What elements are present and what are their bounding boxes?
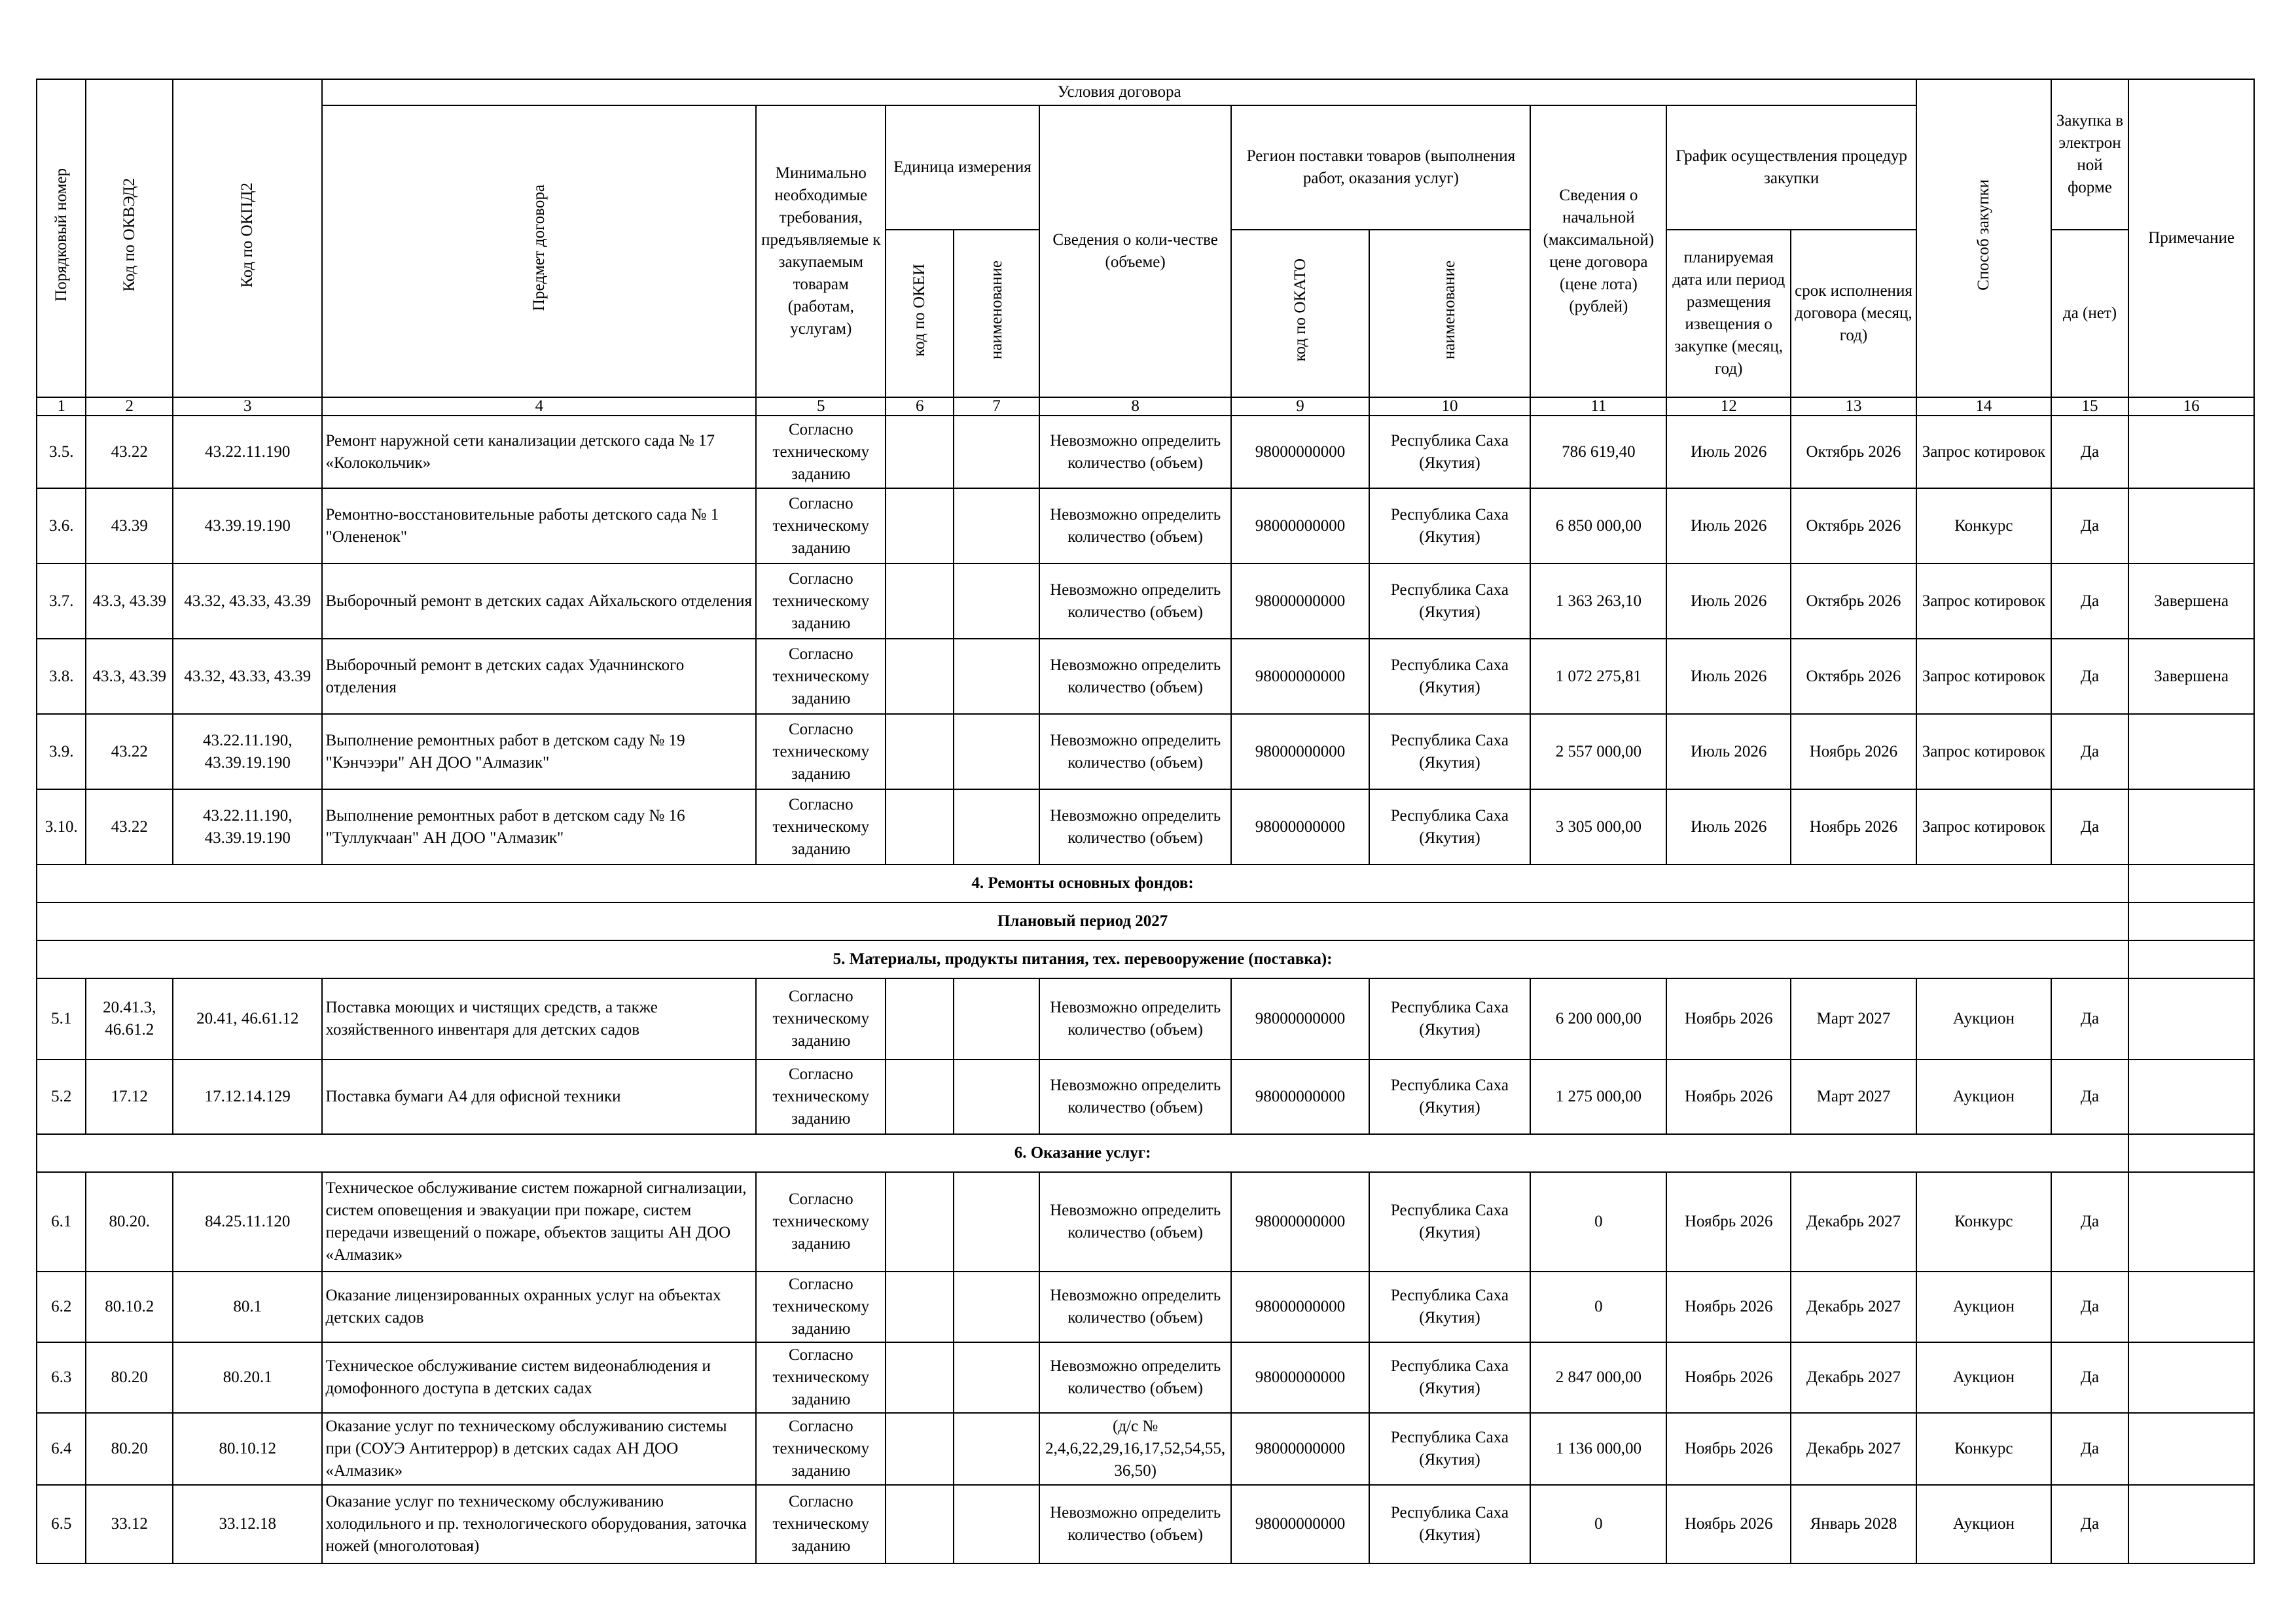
electronic-form: Да	[2051, 488, 2128, 563]
okved-code: 80.20	[86, 1413, 173, 1485]
row-number: 6.2	[37, 1272, 86, 1342]
okato-code: 98000000000	[1231, 1342, 1369, 1413]
okato-code: 98000000000	[1231, 563, 1369, 639]
planned-date: Ноябрь 2026	[1666, 1413, 1791, 1485]
execution-term: Март 2027	[1791, 978, 1916, 1060]
table-row	[37, 563, 2254, 639]
procurement-method: Аукцион	[1916, 978, 2051, 1060]
procurement-method: Аукцион	[1916, 1060, 2051, 1134]
unit-name	[954, 714, 1039, 789]
col-num: 6	[886, 397, 954, 416]
okved-code: 17.12	[86, 1060, 173, 1134]
contract-subject: Техническое обслуживание систем пожарной сигнализации, систем оповещения и эвакуации при пожаре, систем передачи извещений о пожаре, объектов защиты АН ДОО «Алмазик»	[322, 1172, 756, 1272]
okpd-code: 43.32, 43.33, 43.39	[173, 563, 322, 639]
electronic-form: Да	[2051, 639, 2128, 714]
contract-subject: Ремонт наружной сети канализации детского сада № 17 «Колокольчик»	[322, 416, 756, 488]
electronic-form: Да	[2051, 1272, 2128, 1342]
col-num: 7	[954, 397, 1039, 416]
header-okato: код по ОКАТО	[1231, 230, 1369, 397]
planned-date: Ноябрь 2026	[1666, 978, 1791, 1060]
header-method: Способ закупки	[1916, 79, 2051, 397]
row-number: 3.5.	[37, 416, 86, 488]
header-region: Регион поставки товаров (выполнения работ, оказания услуг)	[1231, 105, 1530, 230]
procurement-method: Запрос котировок	[1916, 563, 2051, 639]
contract-subject: Поставка моющих и чистящих средств, а также хозяйственного инвентаря для детских садов	[322, 978, 756, 1060]
requirements: Согласно техническому заданию	[756, 1272, 886, 1342]
okato-code: 98000000000	[1231, 488, 1369, 563]
okved-code: 20.41.3, 46.61.2	[86, 978, 173, 1060]
contract-subject: Оказание услуг по техническому обслуживанию системы при (СОУЭ Антитеррор) в детских садах АН ДОО «Алмазик»	[322, 1413, 756, 1485]
header-unit: Единица измерения	[886, 105, 1039, 230]
procurement-method: Аукцион	[1916, 1342, 2051, 1413]
section-title: 6. Оказание услуг:	[37, 1134, 2128, 1172]
row-number: 6.3	[37, 1342, 86, 1413]
okato-code: 98000000000	[1231, 1060, 1369, 1134]
execution-term: Ноябрь 2026	[1791, 714, 1916, 789]
note: Завершена	[2128, 563, 2254, 639]
electronic-form: Да	[2051, 416, 2128, 488]
contract-subject: Выборочный ремонт в детских садах Удачнинского отделения	[322, 639, 756, 714]
okpd-code: 80.10.12	[173, 1413, 322, 1485]
table-row	[37, 1342, 2254, 1413]
okpd-code: 80.20.1	[173, 1342, 322, 1413]
header-okved2: Код по ОКВЭД2	[86, 79, 173, 397]
region-name: Республика Саха (Якутия)	[1369, 563, 1531, 639]
header-unit-name: наименование	[954, 230, 1039, 397]
requirements: Согласно техническому заданию	[756, 1172, 886, 1272]
planned-date: Ноябрь 2026	[1666, 1485, 1791, 1563]
execution-term: Декабрь 2027	[1791, 1342, 1916, 1413]
row-number: 3.6.	[37, 488, 86, 563]
electronic-form: Да	[2051, 1060, 2128, 1134]
section-title: Плановый период 2027	[37, 902, 2128, 940]
procurement-method: Конкурс	[1916, 488, 2051, 563]
col-num: 15	[2051, 397, 2128, 416]
region-name: Республика Саха (Якутия)	[1369, 1413, 1531, 1485]
contract-subject: Поставка бумаги А4 для офисной техники	[322, 1060, 756, 1134]
header-subject: Предмет договора	[322, 105, 756, 397]
okei-code	[886, 1342, 954, 1413]
contract-subject: Выполнение ремонтных работ в детском саду № 19 "Кэнчээри" АН ДОО "Алмазик"	[322, 714, 756, 789]
execution-term: Декабрь 2027	[1791, 1272, 1916, 1342]
quantity: Невозможно определить количество (объем)	[1039, 1485, 1232, 1563]
planned-date: Июль 2026	[1666, 789, 1791, 865]
planned-date: Ноябрь 2026	[1666, 1272, 1791, 1342]
okato-code: 98000000000	[1231, 978, 1369, 1060]
quantity: Невозможно определить количество (объем)	[1039, 488, 1232, 563]
okei-code	[886, 714, 954, 789]
header-region-name: наименование	[1369, 230, 1531, 397]
okei-code	[886, 1172, 954, 1272]
region-name: Республика Саха (Якутия)	[1369, 1485, 1531, 1563]
procurement-method: Запрос котировок	[1916, 639, 2051, 714]
requirements: Согласно техническому заданию	[756, 639, 886, 714]
initial-price: 0	[1530, 1172, 1666, 1272]
initial-price: 1 136 000,00	[1530, 1413, 1666, 1485]
okei-code	[886, 488, 954, 563]
note	[2128, 978, 2254, 1060]
okved-code: 43.39	[86, 488, 173, 563]
section-title: 4. Ремонты основных фондов:	[37, 865, 2128, 902]
row-number: 3.9.	[37, 714, 86, 789]
okpd-code: 43.22.11.190, 43.39.19.190	[173, 789, 322, 865]
okved-code: 43.3, 43.39	[86, 639, 173, 714]
note	[2128, 488, 2254, 563]
initial-price: 786 619,40	[1530, 416, 1666, 488]
table-row	[37, 978, 2254, 1060]
planned-date: Ноябрь 2026	[1666, 1342, 1791, 1413]
okato-code: 98000000000	[1231, 1172, 1369, 1272]
procurement-method: Запрос котировок	[1916, 714, 2051, 789]
region-name: Республика Саха (Якутия)	[1369, 416, 1531, 488]
unit-name	[954, 789, 1039, 865]
col-num: 3	[173, 397, 322, 416]
quantity: Невозможно определить количество (объем)	[1039, 1172, 1232, 1272]
electronic-form: Да	[2051, 789, 2128, 865]
row-number: 5.2	[37, 1060, 86, 1134]
unit-name	[954, 1342, 1039, 1413]
planned-date: Июль 2026	[1666, 563, 1791, 639]
header-planned-date: планируемая дата или период размещения извещения о закупке (месяц, год)	[1666, 230, 1791, 397]
quantity: Невозможно определить количество (объем)	[1039, 1272, 1232, 1342]
okved-code: 43.22	[86, 714, 173, 789]
okei-code	[886, 1413, 954, 1485]
planned-date: Ноябрь 2026	[1666, 1172, 1791, 1272]
okato-code: 98000000000	[1231, 1413, 1369, 1485]
procurement-method: Аукцион	[1916, 1272, 2051, 1342]
col-num: 9	[1231, 397, 1369, 416]
requirements: Согласно техническому заданию	[756, 488, 886, 563]
header-okei: код по ОКЕИ	[886, 230, 954, 397]
execution-term: Ноябрь 2026	[1791, 789, 1916, 865]
note	[2128, 1172, 2254, 1272]
okei-code	[886, 416, 954, 488]
note: Завершена	[2128, 639, 2254, 714]
header-price: Сведения о начальной (максимальной) цене договора (цене лота) (рублей)	[1530, 105, 1666, 397]
quantity: Невозможно определить количество (объем)	[1039, 1342, 1232, 1413]
requirements: Согласно техническому заданию	[756, 1342, 886, 1413]
quantity: Невозможно определить количество (объем)	[1039, 563, 1232, 639]
requirements: Согласно техническому заданию	[756, 714, 886, 789]
okpd-code: 33.12.18	[173, 1485, 322, 1563]
quantity: Невозможно определить количество (объем)	[1039, 714, 1232, 789]
quantity: Невозможно определить количество (объем)	[1039, 416, 1232, 488]
okved-code: 80.20	[86, 1342, 173, 1413]
header-contract-terms: Условия договора	[322, 79, 1916, 105]
header-min-req: Минимально необходимые требования, предъявляемые к закупаемым товарам (работам, услугам)	[756, 105, 886, 397]
header-exec-term: срок исполнения договора (месяц, год)	[1791, 230, 1916, 397]
header-okpd2: Код по ОКПД2	[173, 79, 322, 397]
note	[2128, 416, 2254, 488]
table-row	[37, 639, 2254, 714]
okato-code: 98000000000	[1231, 639, 1369, 714]
okpd-code: 84.25.11.120	[173, 1172, 322, 1272]
unit-name	[954, 1413, 1039, 1485]
table-row	[37, 1172, 2254, 1272]
header-quantity: Сведения о коли-честве (объеме)	[1039, 105, 1232, 397]
region-name: Республика Саха (Якутия)	[1369, 639, 1531, 714]
col-num: 2	[86, 397, 173, 416]
initial-price: 6 200 000,00	[1530, 978, 1666, 1060]
row-number: 3.10.	[37, 789, 86, 865]
okato-code: 98000000000	[1231, 714, 1369, 789]
note	[2128, 714, 2254, 789]
electronic-form: Да	[2051, 714, 2128, 789]
okved-code: 43.3, 43.39	[86, 563, 173, 639]
requirements: Согласно техническому заданию	[756, 416, 886, 488]
requirements: Согласно техническому заданию	[756, 1485, 886, 1563]
row-number: 6.4	[37, 1413, 86, 1485]
table-row	[37, 416, 2254, 488]
section-row	[37, 940, 2254, 978]
initial-price: 1 275 000,00	[1530, 1060, 1666, 1134]
planned-date: Июль 2026	[1666, 714, 1791, 789]
table-row	[37, 1272, 2254, 1342]
initial-price: 1 072 275,81	[1530, 639, 1666, 714]
okei-code	[886, 1485, 954, 1563]
okato-code: 98000000000	[1231, 416, 1369, 488]
requirements: Согласно техническому заданию	[756, 1413, 886, 1485]
procurement-method: Конкурс	[1916, 1413, 2051, 1485]
header-schedule: График осуществления процедур закупки	[1666, 105, 1916, 230]
row-number: 3.7.	[37, 563, 86, 639]
unit-name	[954, 488, 1039, 563]
execution-term: Март 2027	[1791, 1060, 1916, 1134]
planned-date: Июль 2026	[1666, 639, 1791, 714]
okato-code: 98000000000	[1231, 1485, 1369, 1563]
contract-subject: Выборочный ремонт в детских садах Айхальского отделения	[322, 563, 756, 639]
contract-subject: Оказание лицензированных охранных услуг на объектах детских садов	[322, 1272, 756, 1342]
okei-code	[886, 789, 954, 865]
section-note-cell	[2128, 1134, 2254, 1172]
col-num: 5	[756, 397, 886, 416]
section-row	[37, 1134, 2254, 1172]
quantity: (д/с № 2,4,6,22,29,16,17,52,54,55,36,50)	[1039, 1413, 1232, 1485]
procurement-method: Конкурс	[1916, 1172, 2051, 1272]
table-row	[37, 1485, 2254, 1563]
procurement-method: Запрос котировок	[1916, 789, 2051, 865]
electronic-form: Да	[2051, 1413, 2128, 1485]
unit-name	[954, 416, 1039, 488]
quantity: Невозможно определить количество (объем)	[1039, 639, 1232, 714]
okato-code: 98000000000	[1231, 789, 1369, 865]
section-note-cell	[2128, 865, 2254, 902]
contract-subject: Техническое обслуживание систем видеонаблюдения и домофонного доступа в детских садах	[322, 1342, 756, 1413]
region-name: Республика Саха (Якутия)	[1369, 488, 1531, 563]
section-note-cell	[2128, 940, 2254, 978]
table-row	[37, 488, 2254, 563]
requirements: Согласно техническому заданию	[756, 1060, 886, 1134]
col-num: 14	[1916, 397, 2051, 416]
contract-subject: Выполнение ремонтных работ в детском саду № 16 "Туллукчаан" АН ДОО "Алмазик"	[322, 789, 756, 865]
note	[2128, 1272, 2254, 1342]
unit-name	[954, 978, 1039, 1060]
unit-name	[954, 639, 1039, 714]
planned-date: Ноябрь 2026	[1666, 1060, 1791, 1134]
okei-code	[886, 639, 954, 714]
execution-term: Январь 2028	[1791, 1485, 1916, 1563]
planned-date: Июль 2026	[1666, 488, 1791, 563]
okpd-code: 43.32, 43.33, 43.39	[173, 639, 322, 714]
contract-subject: Оказание услуг по техническому обслуживанию холодильного и пр. технологического оборудования, заточка ножей (многолотовая)	[322, 1485, 756, 1563]
electronic-form: Да	[2051, 1485, 2128, 1563]
col-num: 10	[1369, 397, 1531, 416]
region-name: Республика Саха (Якутия)	[1369, 1060, 1531, 1134]
row-number: 5.1	[37, 978, 86, 1060]
initial-price: 2 557 000,00	[1530, 714, 1666, 789]
header-note: Примечание	[2128, 79, 2254, 397]
header-order-num: Порядковый номер	[37, 79, 86, 397]
procurement-plan-table	[36, 79, 2255, 1564]
okei-code	[886, 978, 954, 1060]
table-row	[37, 1413, 2254, 1485]
electronic-form: Да	[2051, 563, 2128, 639]
row-number: 3.8.	[37, 639, 86, 714]
section-row	[37, 902, 2254, 940]
note	[2128, 789, 2254, 865]
table-row	[37, 1060, 2254, 1134]
note	[2128, 1413, 2254, 1485]
execution-term: Октябрь 2026	[1791, 488, 1916, 563]
col-num: 13	[1791, 397, 1916, 416]
requirements: Согласно техническому заданию	[756, 563, 886, 639]
okved-code: 43.22	[86, 416, 173, 488]
region-name: Республика Саха (Якутия)	[1369, 1172, 1531, 1272]
okved-code: 80.10.2	[86, 1272, 173, 1342]
okei-code	[886, 563, 954, 639]
okato-code: 98000000000	[1231, 1272, 1369, 1342]
unit-name	[954, 1060, 1039, 1134]
okved-code: 43.22	[86, 789, 173, 865]
okved-code: 33.12	[86, 1485, 173, 1563]
row-number: 6.5	[37, 1485, 86, 1563]
initial-price: 1 363 263,10	[1530, 563, 1666, 639]
table-row	[37, 789, 2254, 865]
requirements: Согласно техническому заданию	[756, 789, 886, 865]
header-electronic: Закупка в электрон ной форме	[2051, 79, 2128, 230]
procurement-method: Запрос котировок	[1916, 416, 2051, 488]
execution-term: Октябрь 2026	[1791, 563, 1916, 639]
section-title: 5. Материалы, продукты питания, тех. перевооружение (поставка):	[37, 940, 2128, 978]
column-numbers-row	[37, 397, 2254, 416]
col-num: 11	[1530, 397, 1666, 416]
col-num: 1	[37, 397, 86, 416]
initial-price: 0	[1530, 1485, 1666, 1563]
execution-term: Октябрь 2026	[1791, 416, 1916, 488]
contract-subject: Ремонтно-восстановительные работы детского сада № 1 "Олененок"	[322, 488, 756, 563]
section-row	[37, 865, 2254, 902]
note	[2128, 1485, 2254, 1563]
initial-price: 2 847 000,00	[1530, 1342, 1666, 1413]
header-yes-no: да (нет)	[2051, 230, 2128, 397]
unit-name	[954, 1272, 1039, 1342]
execution-term: Октябрь 2026	[1791, 639, 1916, 714]
initial-price: 3 305 000,00	[1530, 789, 1666, 865]
okved-code: 80.20.	[86, 1172, 173, 1272]
okpd-code: 43.39.19.190	[173, 488, 322, 563]
unit-name	[954, 1485, 1039, 1563]
col-num: 12	[1666, 397, 1791, 416]
okpd-code: 43.22.11.190	[173, 416, 322, 488]
electronic-form: Да	[2051, 1172, 2128, 1272]
table-row	[37, 714, 2254, 789]
okei-code	[886, 1272, 954, 1342]
procurement-method: Аукцион	[1916, 1485, 2051, 1563]
region-name: Республика Саха (Якутия)	[1369, 978, 1531, 1060]
col-num: 4	[322, 397, 756, 416]
execution-term: Декабрь 2027	[1791, 1172, 1916, 1272]
electronic-form: Да	[2051, 1342, 2128, 1413]
section-note-cell	[2128, 902, 2254, 940]
region-name: Республика Саха (Якутия)	[1369, 1342, 1531, 1413]
quantity: Невозможно определить количество (объем)	[1039, 1060, 1232, 1134]
note	[2128, 1342, 2254, 1413]
row-number: 6.1	[37, 1172, 86, 1272]
unit-name	[954, 563, 1039, 639]
quantity: Невозможно определить количество (объем)	[1039, 978, 1232, 1060]
col-num: 8	[1039, 397, 1232, 416]
col-num: 16	[2128, 397, 2254, 416]
region-name: Республика Саха (Якутия)	[1369, 789, 1531, 865]
quantity: Невозможно определить количество (объем)	[1039, 789, 1232, 865]
planned-date: Июль 2026	[1666, 416, 1791, 488]
unit-name	[954, 1172, 1039, 1272]
okpd-code: 17.12.14.129	[173, 1060, 322, 1134]
region-name: Республика Саха (Якутия)	[1369, 1272, 1531, 1342]
execution-term: Декабрь 2027	[1791, 1413, 1916, 1485]
okei-code	[886, 1060, 954, 1134]
region-name: Республика Саха (Якутия)	[1369, 714, 1531, 789]
okpd-code: 80.1	[173, 1272, 322, 1342]
electronic-form: Да	[2051, 978, 2128, 1060]
okpd-code: 43.22.11.190, 43.39.19.190	[173, 714, 322, 789]
note	[2128, 1060, 2254, 1134]
initial-price: 6 850 000,00	[1530, 488, 1666, 563]
okpd-code: 20.41, 46.61.12	[173, 978, 322, 1060]
initial-price: 0	[1530, 1272, 1666, 1342]
procurement-plan-sheet	[36, 79, 2255, 1564]
requirements: Согласно техническому заданию	[756, 978, 886, 1060]
